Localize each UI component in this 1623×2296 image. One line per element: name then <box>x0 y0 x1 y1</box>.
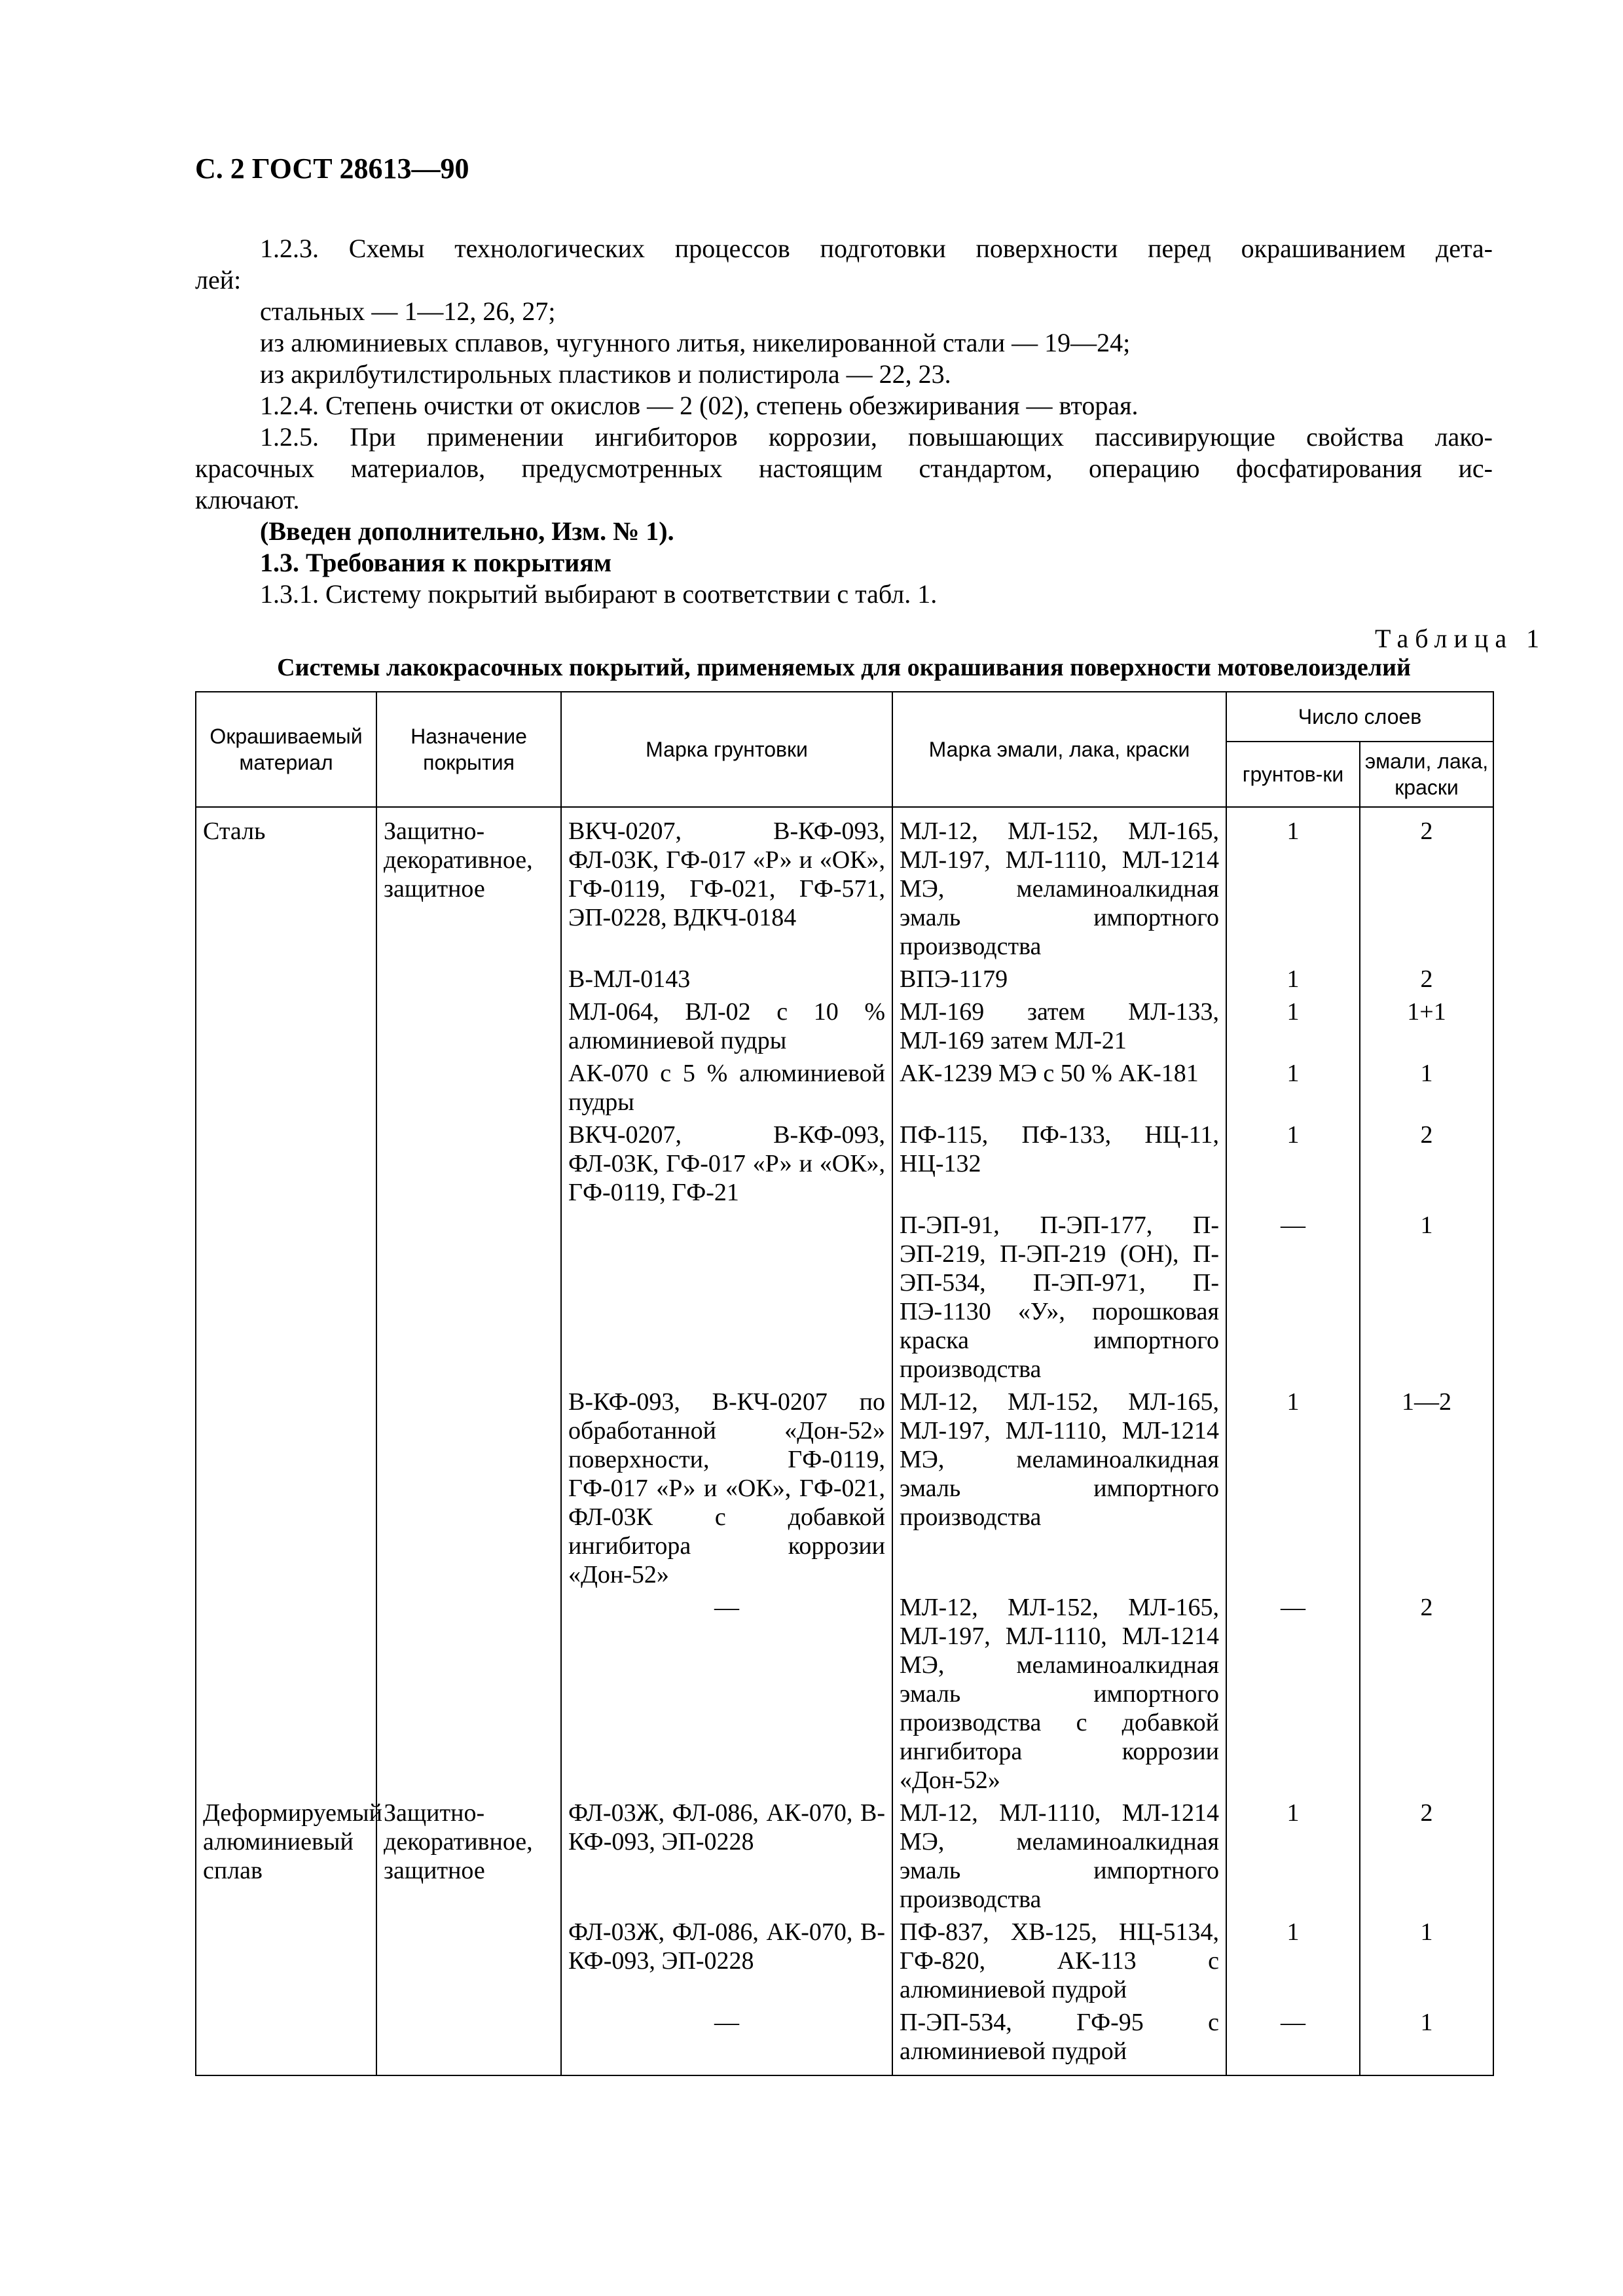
primer-cell: ВКЧ-0207, В-КФ-093, ФЛ-03К, ГФ-017 «Р» и «ОК», ГФ-0119, ГФ-21 <box>561 1121 892 1211</box>
table-body <box>196 807 1493 2075</box>
paragraph-1-2-5-line-2: красочных материалов, предусмотренных настоящим стандартом, операцию фосфатирования ис- <box>195 454 1493 483</box>
purpose-cell <box>376 997 561 1059</box>
paragraph-1-2-3: 1.2.3. Схемы технологических процессов подготовки поверхности перед окрашиванием дета- <box>260 234 1493 263</box>
table-row <box>196 807 1493 965</box>
material-cell <box>196 1211 376 1388</box>
enamel-cell: ВПЭ-1179 <box>892 965 1226 997</box>
primer-layers-cell: — <box>1226 2008 1360 2075</box>
enamel-cell: АК-1239 МЭ с 50 % АК-181 <box>892 1059 1226 1121</box>
material-cell: Сталь <box>196 807 376 965</box>
paragraph-1-2-4: 1.2.4. Степень очистки от окислов — 2 (02), степень обезжиривания — вторая. <box>260 391 1139 420</box>
enamel-layers-cell: 1 <box>1360 1059 1493 1121</box>
primer-layers-cell: 1 <box>1226 997 1360 1059</box>
primer-layers-cell: 1 <box>1226 965 1360 997</box>
primer-layers-cell: — <box>1226 1593 1360 1799</box>
material-cell <box>196 1388 376 1593</box>
material-cell <box>196 2008 376 2075</box>
primer-cell: МЛ-064, ВЛ-02 с 10 % алюминиевой пудры <box>561 997 892 1059</box>
purpose-cell <box>376 1211 561 1388</box>
primer-cell: ФЛ-03Ж, ФЛ-086, АК-070, В-КФ-093, ЭП-0228 <box>561 1918 892 2008</box>
purpose-cell <box>376 965 561 997</box>
purpose-cell <box>376 1388 561 1593</box>
enamel-cell: МЛ-12, МЛ-152, МЛ-165, МЛ-197, МЛ-1110, МЛ-1214 МЭ, меламиноалкидная эмаль импортного производства <box>892 1388 1226 1593</box>
enamel-layers-cell: 1 <box>1360 1211 1493 1388</box>
table-row <box>196 1918 1493 2008</box>
enamel-layers-cell: 2 <box>1360 965 1493 997</box>
header-material: Окрашиваемый материал <box>196 692 376 807</box>
enamel-layers-cell: 1 <box>1360 1918 1493 2008</box>
purpose-cell: Защитно-декоративное, защитное <box>376 807 561 965</box>
table-row <box>196 1593 1493 1799</box>
enamel-cell: МЛ-169 затем МЛ-133, МЛ-169 затем МЛ-21 <box>892 997 1226 1059</box>
list-item-steel: стальных — 1—12, 26, 27; <box>260 296 556 326</box>
material-cell <box>196 965 376 997</box>
table-row <box>196 1799 1493 1918</box>
material-cell: Деформируемый алюминиевый сплав <box>196 1799 376 1918</box>
header-layers: Число слоев <box>1226 692 1493 742</box>
material-cell <box>196 1121 376 1211</box>
material-cell <box>196 997 376 1059</box>
table-row <box>196 997 1493 1059</box>
enamel-cell: ПФ-115, ПФ-133, НЦ-11, НЦ-132 <box>892 1121 1226 1211</box>
purpose-cell <box>376 1593 561 1799</box>
paragraph-1-2-5-line-3: ключают. <box>195 485 300 514</box>
paragraph-1-2-3-continuation: лей: <box>195 265 242 295</box>
primer-layers-cell: 1 <box>1226 1059 1360 1121</box>
purpose-cell <box>376 1918 561 2008</box>
table-row <box>196 1059 1493 1121</box>
enamel-layers-cell: 1+1 <box>1360 997 1493 1059</box>
table-row <box>196 1211 1493 1388</box>
enamel-layers-cell: 1—2 <box>1360 1388 1493 1593</box>
primer-layers-cell: 1 <box>1226 807 1360 965</box>
primer-layers-cell: — <box>1226 1211 1360 1388</box>
material-cell <box>196 1059 376 1121</box>
purpose-cell <box>376 1121 561 1211</box>
primer-layers-cell: 1 <box>1226 1388 1360 1593</box>
header-enamel-layers: эмали, лака, краски <box>1360 742 1493 807</box>
header-primer-layers: грунтов-ки <box>1226 742 1360 807</box>
material-cell <box>196 1593 376 1799</box>
list-item-acrylic: из акрилбутилстирольных пластиков и полистирола — 22, 23. <box>260 359 951 389</box>
section-heading-1-3: 1.3. Требования к покрытиям <box>260 548 612 577</box>
table-row <box>196 965 1493 997</box>
enamel-layers-cell: 1 <box>1360 2008 1493 2075</box>
header-enamel: Марка эмали, лака, краски <box>892 692 1226 807</box>
enamel-layers-cell: 2 <box>1360 1121 1493 1211</box>
primer-cell: — <box>561 2008 892 2075</box>
primer-layers-cell: 1 <box>1226 1121 1360 1211</box>
purpose-cell <box>376 1059 561 1121</box>
purpose-cell <box>376 2008 561 2075</box>
primer-cell: ФЛ-03Ж, ФЛ-086, АК-070, В-КФ-093, ЭП-0228 <box>561 1799 892 1918</box>
enamel-layers-cell: 2 <box>1360 1593 1493 1799</box>
primer-layers-cell: 1 <box>1226 1918 1360 2008</box>
enamel-cell: П-ЭП-534, ГФ-95 с алюминиевой пудрой <box>892 2008 1226 2075</box>
primer-cell: В-МЛ-0143 <box>561 965 892 997</box>
table-caption: Системы лакокрасочных покрытий, применяемых для окрашивания поверхности мотовелоизделий <box>277 654 1411 681</box>
enamel-cell: МЛ-12, МЛ-1110, МЛ-1214 МЭ, меламиноалкидная эмаль импортного производства <box>892 1799 1226 1918</box>
enamel-cell: П-ЭП-91, П-ЭП-177, П-ЭП-219, П-ЭП-219 (ОН), П-ЭП-534, П-ЭП-971, П-ПЭ-1130 «У», порошковая краска импортного производства <box>892 1211 1226 1388</box>
enamel-cell: МЛ-12, МЛ-152, МЛ-165, МЛ-197, МЛ-1110, МЛ-1214 МЭ, меламиноалкидная эмаль импортного производства с добавкой ингибитора коррозии «Дон-52» <box>892 1593 1226 1799</box>
primer-cell: ВКЧ-0207, В-КФ-093, ФЛ-03К, ГФ-017 «Р» и «ОК», ГФ-0119, ГФ-021, ГФ-571, ЭП-0228, ВДКЧ-0184 <box>561 807 892 965</box>
table-row <box>196 2008 1493 2075</box>
table-row <box>196 1388 1493 1593</box>
primer-cell: АК-070 с 5 % алюминиевой пудры <box>561 1059 892 1121</box>
primer-cell: — <box>561 1593 892 1799</box>
amendment-note: (Введен дополнительно, Изм. № 1). <box>260 516 674 546</box>
enamel-cell: ПФ-837, ХВ-125, НЦ-5134, ГФ-820, АК-113 с алюминиевой пудрой <box>892 1918 1226 2008</box>
primer-layers-cell: 1 <box>1226 1799 1360 1918</box>
primer-cell: В-КФ-093, В-КЧ-0207 по обработанной «Дон-52» поверхности, ГФ-0119, ГФ-017 «Р» и «ОК», ГФ-021, ФЛ-03К с добавкой ингибитора коррозии «Дон-52» <box>561 1388 892 1593</box>
paragraph-1-2-5: 1.2.5. При применении ингибиторов коррозии, повышающих пассивирующие свойства лако- <box>260 422 1493 452</box>
table-label: Таблица 1 <box>1375 624 1546 653</box>
material-cell <box>196 1918 376 2008</box>
table-row <box>196 1121 1493 1211</box>
paragraph-1-3-1: 1.3.1. Систему покрытий выбирают в соответствии с табл. 1. <box>260 579 938 609</box>
enamel-layers-cell: 2 <box>1360 807 1493 965</box>
list-item-aluminium: из алюминиевых сплавов, чугунного литья, никелированной стали — 19—24; <box>260 328 1131 357</box>
header-primer: Марка грунтовки <box>561 692 892 807</box>
coatings-table <box>195 691 1493 2076</box>
enamel-cell: МЛ-12, МЛ-152, МЛ-165, МЛ-197, МЛ-1110, МЛ-1214 МЭ, меламиноалкидная эмаль импортного производства <box>892 807 1226 965</box>
page-header: С. 2 ГОСТ 28613—90 <box>195 152 469 185</box>
purpose-cell: Защитно-декоративное, защитное <box>376 1799 561 1918</box>
header-purpose: Назначение покрытия <box>376 692 561 807</box>
primer-cell <box>561 1211 892 1388</box>
enamel-layers-cell: 2 <box>1360 1799 1493 1918</box>
